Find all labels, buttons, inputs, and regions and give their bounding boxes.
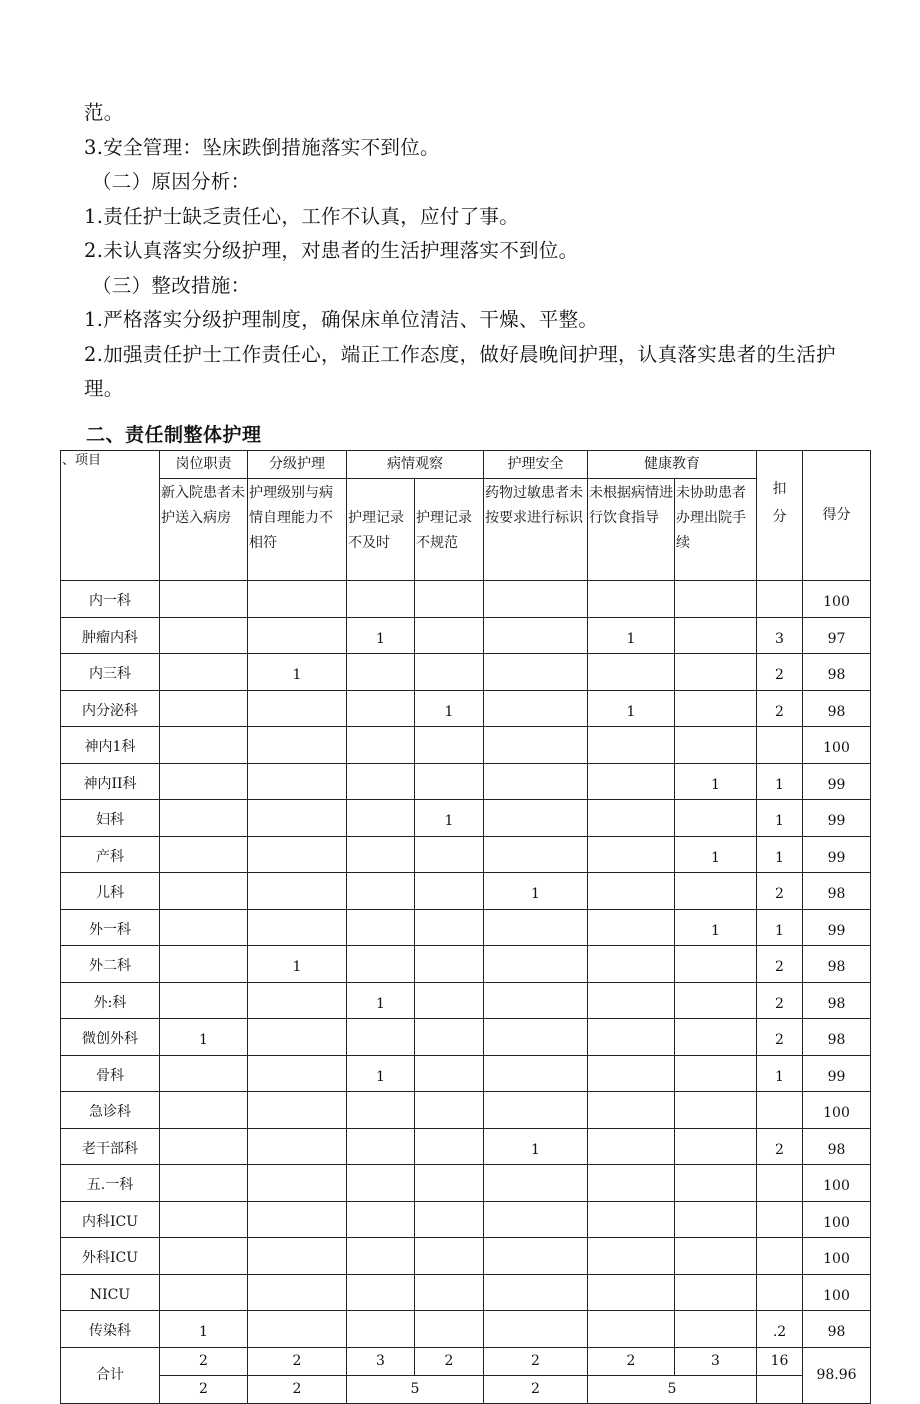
dept-cell: 传染科 — [61, 1311, 160, 1348]
value-cell — [484, 982, 588, 1019]
score-cell: 98 — [803, 1128, 871, 1165]
score-cell: 99 — [803, 1055, 871, 1092]
table-row — [61, 1274, 871, 1311]
subheading: （三）整改措施： — [92, 273, 251, 297]
dept-cell: NICU — [61, 1274, 160, 1311]
table-row — [61, 727, 871, 764]
dept-cell: 肿瘤内科 — [61, 617, 160, 654]
value-cell — [675, 581, 757, 618]
score-cell: 99 — [803, 909, 871, 946]
value-cell — [347, 1165, 415, 1202]
value-cell — [248, 800, 347, 837]
value-cell — [675, 946, 757, 983]
paragraph: 2.未认真落实分级护理，对患者的生活护理落实不到位。 — [84, 239, 579, 262]
deduct-cell — [757, 581, 803, 618]
value-cell — [484, 763, 588, 800]
value-cell — [160, 982, 248, 1019]
table-row — [61, 763, 871, 800]
total-cell: 3 — [675, 1347, 757, 1375]
value-cell — [347, 909, 415, 946]
value-cell — [588, 1092, 675, 1129]
deduct-cell — [757, 1274, 803, 1311]
value-cell — [160, 690, 248, 727]
value-cell — [347, 1092, 415, 1129]
value-cell — [415, 727, 484, 764]
value-cell: 1 — [347, 1055, 415, 1092]
value-cell — [415, 1128, 484, 1165]
value-cell: 1 — [160, 1311, 248, 1348]
value-cell — [588, 909, 675, 946]
value-cell — [675, 1238, 757, 1275]
total-cell: 2 — [415, 1347, 484, 1375]
dept-cell: 外:科 — [61, 982, 160, 1019]
paragraph: 范。 — [84, 101, 124, 124]
score-cell: 98 — [803, 946, 871, 983]
value-cell — [675, 1128, 757, 1165]
group-total-cell: 5 — [588, 1375, 757, 1403]
subheader: 未协助患者办理出院手续 — [675, 479, 757, 581]
table-row — [61, 1055, 871, 1092]
value-cell — [484, 581, 588, 618]
value-cell — [160, 617, 248, 654]
deduct-cell: 1 — [757, 1055, 803, 1092]
value-cell — [160, 909, 248, 946]
value-cell — [248, 1092, 347, 1129]
value-cell — [588, 800, 675, 837]
value-cell — [675, 873, 757, 910]
value-cell — [588, 836, 675, 873]
value-cell — [347, 763, 415, 800]
subheader: 护理记录不及时 — [347, 479, 415, 581]
score-table — [60, 450, 871, 1404]
value-cell — [675, 690, 757, 727]
deduct-cell — [757, 727, 803, 764]
value-cell — [675, 1274, 757, 1311]
value-cell — [160, 1092, 248, 1129]
score-cell: 97 — [803, 617, 871, 654]
dept-cell: 儿科 — [61, 873, 160, 910]
total-cell: 2 — [248, 1347, 347, 1375]
value-cell: 1 — [588, 617, 675, 654]
score-cell: 100 — [803, 1201, 871, 1238]
table-row — [61, 1019, 871, 1056]
value-cell — [248, 1055, 347, 1092]
value-cell — [675, 727, 757, 764]
value-cell — [248, 909, 347, 946]
deduct-cell: 2 — [757, 1019, 803, 1056]
value-cell — [675, 800, 757, 837]
table-row — [61, 1092, 871, 1129]
score-cell: 99 — [803, 800, 871, 837]
table-row — [61, 1165, 871, 1202]
value-cell — [484, 727, 588, 764]
value-cell — [588, 1238, 675, 1275]
value-cell — [248, 1019, 347, 1056]
table-row — [61, 946, 871, 983]
value-cell — [415, 1092, 484, 1129]
value-cell — [347, 1238, 415, 1275]
value-cell — [484, 1201, 588, 1238]
score-cell: 98 — [803, 690, 871, 727]
value-cell — [248, 1311, 347, 1348]
value-cell — [347, 800, 415, 837]
subheader: 护理记录不规范 — [415, 479, 484, 581]
table-row — [61, 617, 871, 654]
corner-header: 、项目 — [61, 451, 160, 581]
deduct-cell: 2 — [757, 946, 803, 983]
group-total-deduct-empty — [757, 1375, 803, 1403]
deduct-cell: .2 — [757, 1311, 803, 1348]
value-cell — [415, 1274, 484, 1311]
dept-cell: 老干部科 — [61, 1128, 160, 1165]
value-cell — [415, 982, 484, 1019]
value-cell: 1 — [675, 836, 757, 873]
value-cell — [415, 836, 484, 873]
value-cell — [484, 1019, 588, 1056]
score-cell: 100 — [803, 1165, 871, 1202]
group-total-row — [61, 1375, 871, 1403]
subheader: 护理级别与病情自理能力不相符 — [248, 479, 347, 581]
group-header: 岗位职责 — [160, 451, 248, 479]
value-cell — [347, 1311, 415, 1348]
subheader: 新入院患者未护送入病房 — [160, 479, 248, 581]
value-cell: 1 — [675, 909, 757, 946]
value-cell: 1 — [484, 873, 588, 910]
score-cell: 100 — [803, 1238, 871, 1275]
group-total-cell: 2 — [484, 1375, 588, 1403]
table-row — [61, 1128, 871, 1165]
value-cell — [347, 727, 415, 764]
table-row — [61, 982, 871, 1019]
table-row — [61, 1201, 871, 1238]
value-cell — [484, 1055, 588, 1092]
table-row — [61, 581, 871, 618]
value-cell — [588, 1019, 675, 1056]
value-cell — [484, 1311, 588, 1348]
deduct-cell: 1 — [757, 800, 803, 837]
dept-cell: 内分泌科 — [61, 690, 160, 727]
value-cell: 1 — [248, 946, 347, 983]
score-cell: 99 — [803, 763, 871, 800]
value-cell — [347, 873, 415, 910]
value-cell: 1 — [248, 654, 347, 691]
value-cell — [248, 617, 347, 654]
value-cell: 1 — [347, 617, 415, 654]
value-cell — [484, 1165, 588, 1202]
table-row — [61, 690, 871, 727]
value-cell — [415, 654, 484, 691]
total-row — [61, 1347, 871, 1375]
value-cell: 1 — [484, 1128, 588, 1165]
value-cell — [248, 836, 347, 873]
value-cell — [415, 1311, 484, 1348]
value-cell — [484, 836, 588, 873]
value-cell — [588, 654, 675, 691]
dept-cell: 神内II科 — [61, 763, 160, 800]
value-cell — [415, 873, 484, 910]
value-cell — [347, 836, 415, 873]
deduct-cell: 3 — [757, 617, 803, 654]
deduct-cell: 1 — [757, 909, 803, 946]
table-row — [61, 836, 871, 873]
body-text — [84, 96, 874, 407]
table-row — [61, 1238, 871, 1275]
value-cell — [347, 946, 415, 983]
paragraph: 1.严格落实分级护理制度，确保床单位清洁、干燥、平整。 — [84, 308, 599, 331]
table-row — [61, 1311, 871, 1348]
deduct-cell — [757, 1238, 803, 1275]
score-cell: 100 — [803, 1092, 871, 1129]
value-cell: 1 — [675, 763, 757, 800]
value-cell — [347, 690, 415, 727]
value-cell — [415, 1055, 484, 1092]
group-header: 健康教育 — [588, 451, 757, 479]
value-cell — [588, 1128, 675, 1165]
group-header: 分级护理 — [248, 451, 347, 479]
dept-cell: 微创外科 — [61, 1019, 160, 1056]
value-cell — [484, 690, 588, 727]
value-cell — [484, 1274, 588, 1311]
value-cell — [415, 1019, 484, 1056]
value-cell — [160, 1055, 248, 1092]
value-cell — [160, 654, 248, 691]
total-deduct: 16 — [757, 1347, 803, 1375]
value-cell — [248, 581, 347, 618]
value-cell — [248, 1201, 347, 1238]
paragraph: 2.加强责任护士工作责任心，端正工作态度，做好晨晚间护理，认真落实患者的生活护理。 — [84, 342, 836, 400]
value-cell — [415, 763, 484, 800]
value-cell — [248, 1238, 347, 1275]
group-total-cell: 2 — [160, 1375, 248, 1403]
value-cell — [484, 909, 588, 946]
paragraph: 3.安全管理：坠床跌倒措施落实不到位。 — [84, 135, 440, 159]
deduct-cell: 1 — [757, 763, 803, 800]
deduct-cell: 2 — [757, 654, 803, 691]
subheader: 药物过敏患者未按要求进行标识 — [484, 479, 588, 581]
dept-cell: 内一科 — [61, 581, 160, 618]
subheader: 未根据病情进行饮食指导 — [588, 479, 675, 581]
value-cell — [160, 1274, 248, 1311]
deduct-cell: 2 — [757, 690, 803, 727]
value-cell — [588, 946, 675, 983]
value-cell — [160, 581, 248, 618]
total-cell: 2 — [484, 1347, 588, 1375]
value-cell — [588, 1165, 675, 1202]
dept-cell: 外二科 — [61, 946, 160, 983]
value-cell — [675, 1055, 757, 1092]
value-cell — [347, 581, 415, 618]
subheading: （二）原因分析： — [92, 170, 251, 193]
value-cell — [160, 946, 248, 983]
value-cell — [675, 1201, 757, 1238]
dept-cell: 内科ICU — [61, 1201, 160, 1238]
dept-cell: 妇科 — [61, 800, 160, 837]
total-cell: 2 — [160, 1347, 248, 1375]
value-cell — [248, 982, 347, 1019]
value-cell — [248, 873, 347, 910]
value-cell — [484, 1092, 588, 1129]
value-cell — [588, 763, 675, 800]
group-header: 病情观察 — [347, 451, 484, 479]
table-row — [61, 873, 871, 910]
value-cell — [484, 617, 588, 654]
value-cell — [415, 1201, 484, 1238]
deduct-cell: 2 — [757, 1128, 803, 1165]
value-cell — [160, 1201, 248, 1238]
value-cell — [588, 1311, 675, 1348]
dept-cell: 五.一科 — [61, 1165, 160, 1202]
section-title: 二、责任制整体护理 — [86, 424, 262, 446]
value-cell — [588, 727, 675, 764]
value-cell: 1 — [160, 1019, 248, 1056]
dept-cell: 产科 — [61, 836, 160, 873]
value-cell — [248, 1274, 347, 1311]
value-cell — [588, 581, 675, 618]
score-cell: 100 — [803, 1274, 871, 1311]
value-cell — [248, 1128, 347, 1165]
dept-cell: 急诊科 — [61, 1092, 160, 1129]
dept-cell: 外科ICU — [61, 1238, 160, 1275]
value-cell — [588, 1201, 675, 1238]
value-cell — [248, 727, 347, 764]
total-label: 合计 — [61, 1347, 160, 1403]
value-cell — [675, 654, 757, 691]
score-cell: 99 — [803, 836, 871, 873]
value-cell — [415, 909, 484, 946]
value-cell — [347, 654, 415, 691]
group-total-cell: 2 — [248, 1375, 347, 1403]
score-cell: 98 — [803, 982, 871, 1019]
value-cell — [160, 873, 248, 910]
value-cell — [675, 1165, 757, 1202]
total-cell: 2 — [588, 1347, 675, 1375]
table-row — [61, 654, 871, 691]
value-cell: 1 — [347, 982, 415, 1019]
table-row — [61, 800, 871, 837]
value-cell — [415, 1238, 484, 1275]
group-header: 护理安全 — [484, 451, 588, 479]
score-header: 得分 — [803, 451, 871, 581]
value-cell: 1 — [415, 800, 484, 837]
score-cell: 98 — [803, 1019, 871, 1056]
deduct-cell — [757, 1201, 803, 1238]
value-cell — [160, 1165, 248, 1202]
value-cell — [484, 800, 588, 837]
score-cell: 98 — [803, 654, 871, 691]
value-cell: 1 — [415, 690, 484, 727]
dept-cell: 外一科 — [61, 909, 160, 946]
score-cell: 100 — [803, 727, 871, 764]
dept-cell: 神内1科 — [61, 727, 160, 764]
total-score: 98.96 — [803, 1347, 871, 1403]
value-cell — [160, 1128, 248, 1165]
value-cell — [347, 1201, 415, 1238]
paragraph: 1.责任护士缺乏责任心，工作不认真，应付了事。 — [84, 204, 520, 228]
value-cell — [415, 1165, 484, 1202]
value-cell — [675, 1019, 757, 1056]
deduct-cell: 2 — [757, 982, 803, 1019]
value-cell — [588, 873, 675, 910]
value-cell — [675, 982, 757, 1019]
value-cell — [347, 1019, 415, 1056]
value-cell — [415, 581, 484, 618]
value-cell — [248, 1165, 347, 1202]
value-cell — [160, 763, 248, 800]
value-cell — [415, 946, 484, 983]
value-cell — [484, 1238, 588, 1275]
score-cell: 98 — [803, 1311, 871, 1348]
value-cell — [160, 836, 248, 873]
value-cell — [588, 982, 675, 1019]
value-cell — [160, 1238, 248, 1275]
score-cell: 100 — [803, 581, 871, 618]
deduct-cell: 1 — [757, 836, 803, 873]
deduct-cell — [757, 1165, 803, 1202]
value-cell — [160, 727, 248, 764]
value-cell — [675, 1311, 757, 1348]
value-cell — [484, 946, 588, 983]
table-row — [61, 909, 871, 946]
value-cell — [588, 1055, 675, 1092]
value-cell — [160, 800, 248, 837]
total-cell: 3 — [347, 1347, 415, 1375]
value-cell — [248, 763, 347, 800]
value-cell — [675, 617, 757, 654]
group-total-cell: 5 — [347, 1375, 484, 1403]
deduct-cell: 2 — [757, 873, 803, 910]
value-cell — [675, 1092, 757, 1129]
deduct-header: 扣分 — [757, 451, 803, 581]
dept-cell: 骨科 — [61, 1055, 160, 1092]
value-cell — [347, 1274, 415, 1311]
dept-cell: 内三科 — [61, 654, 160, 691]
value-cell — [588, 1274, 675, 1311]
value-cell: 1 — [588, 690, 675, 727]
value-cell — [484, 654, 588, 691]
value-cell — [347, 1128, 415, 1165]
deduct-cell — [757, 1092, 803, 1129]
value-cell — [415, 617, 484, 654]
score-cell: 98 — [803, 873, 871, 910]
value-cell — [248, 690, 347, 727]
